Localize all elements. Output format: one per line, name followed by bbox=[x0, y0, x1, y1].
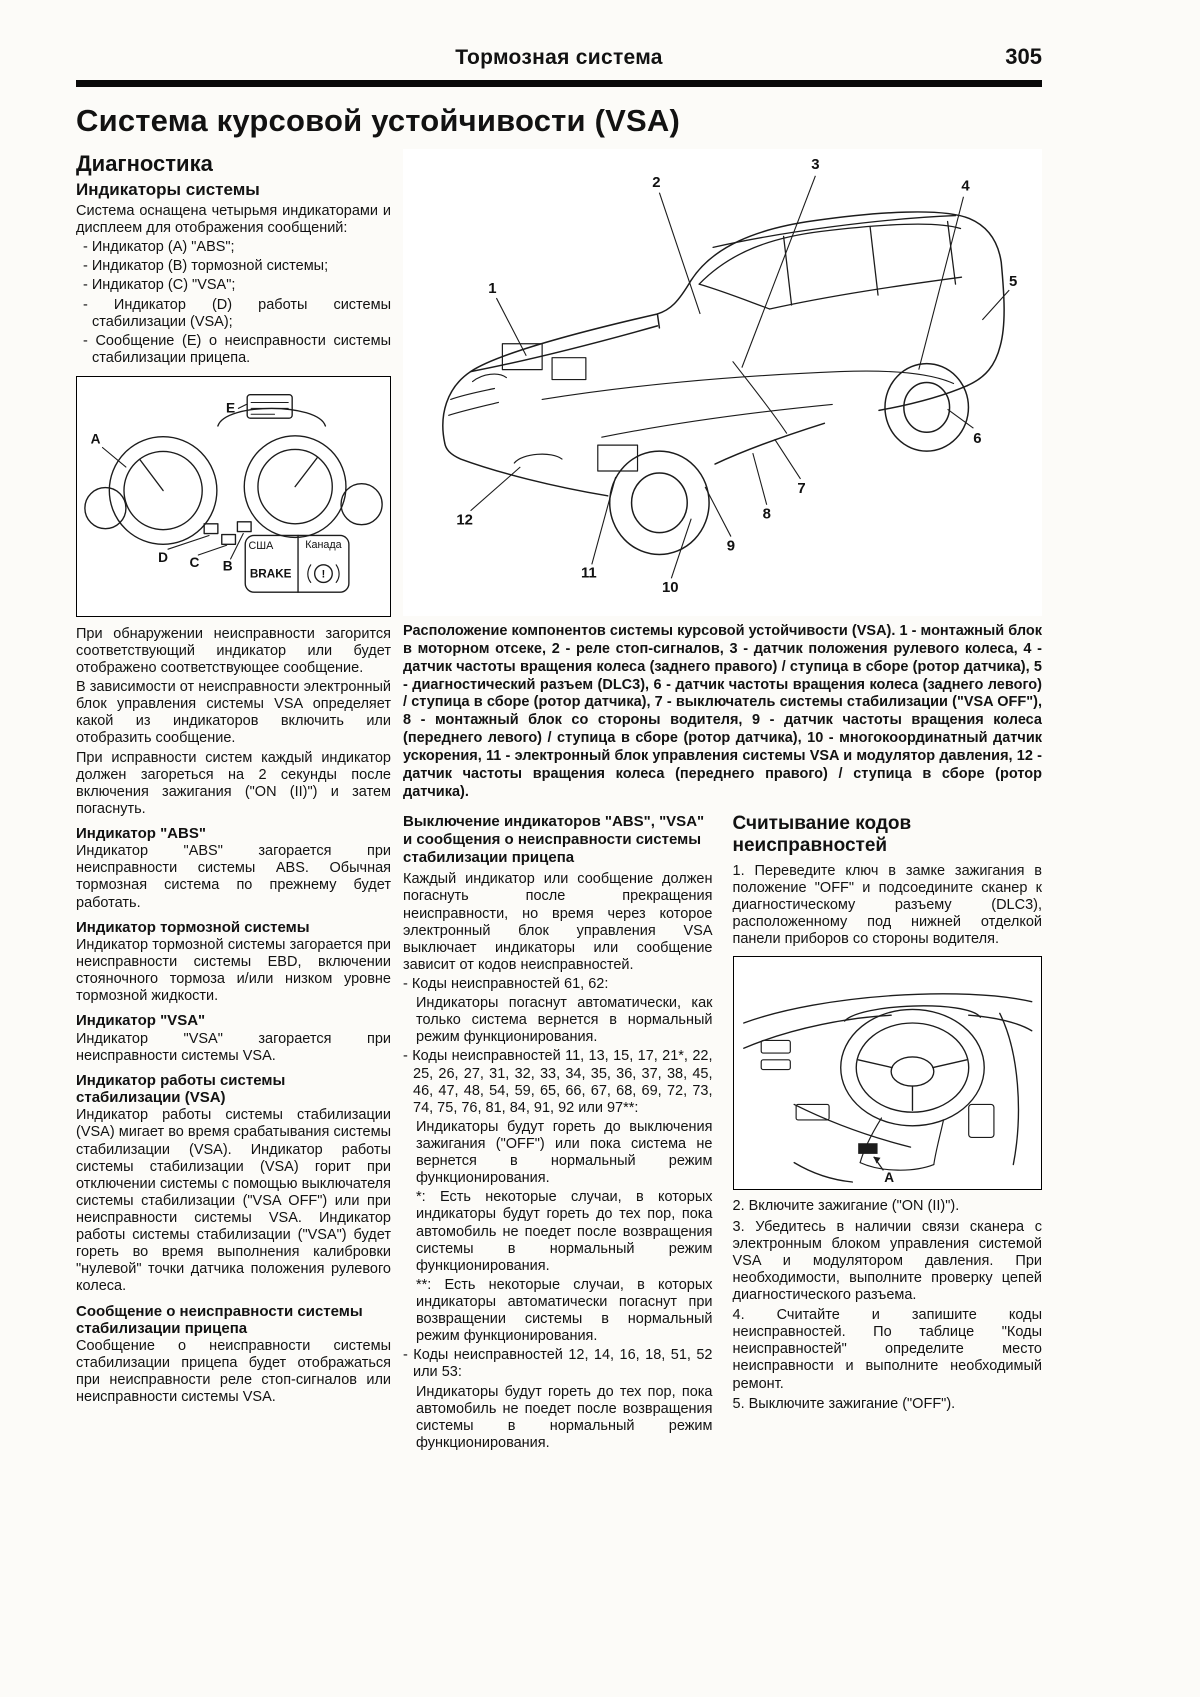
left-gauge bbox=[109, 437, 217, 545]
right-region bbox=[403, 149, 1042, 1454]
page-content bbox=[76, 149, 1042, 1454]
diagnostics-heading: Диагностика bbox=[76, 151, 213, 176]
footnote: *: Есть некоторые случаи, в которых индикаторы будут гореть до тех пор, пока автомобиль не поедет после возвращения системы в нормальный режим функционирования. bbox=[416, 1189, 713, 1274]
callout-number: 6 bbox=[973, 431, 982, 448]
right-gauge bbox=[244, 436, 346, 538]
page-number: 305 bbox=[1005, 44, 1042, 69]
dlc3-location-figure bbox=[733, 956, 1043, 1191]
cluster-label-d: D bbox=[158, 549, 169, 565]
section-body: Индикатор работы системы стабилизации (VSA) мигает во время срабатывания системы стабилизации (VSA). Индикатор работы системы стабилизации (VSA) горит при отключении системы с помощью выключателя системы стабилизации ("VSA OFF") или при неисправности системы VSA. Индикатор работы системы стабилизации ("VSA") будет гореть во время выполнения калибровки "нулевой" точки датчика положения рулевого колеса. bbox=[76, 1107, 391, 1295]
lower-columns bbox=[403, 813, 1042, 1454]
section-title: Индикатор работы системы стабилизации (VSA) bbox=[76, 1071, 286, 1107]
small-gauge-right bbox=[341, 484, 382, 525]
page-header bbox=[76, 46, 1042, 87]
code-reading-column bbox=[733, 813, 1043, 1454]
front-detail bbox=[449, 374, 562, 463]
cluster-label-c: C bbox=[189, 554, 200, 570]
callout-number: 2 bbox=[652, 174, 661, 191]
code-list-head: - Коды неисправностей 61, 62: bbox=[403, 976, 609, 992]
vents-and-panels bbox=[761, 1040, 994, 1137]
paragraph: Каждый индикатор или сообщение должен погаснуть после прекращения неисправности, но время через которое электронный блок управления VSA выключает индикаторы или сообщение зависит от кодов неисправностей. bbox=[403, 871, 713, 973]
instrument-cluster-drawing bbox=[79, 381, 388, 612]
callout-number: 10 bbox=[662, 580, 679, 597]
callout-number: 3 bbox=[811, 156, 820, 173]
car-body-outline bbox=[443, 212, 1004, 496]
dashboard-outline bbox=[743, 993, 1031, 1181]
section-body: Индикатор "ABS" загорается при неисправности системы ABS. Обычная тормозная система по прежнему будет работать. bbox=[76, 843, 391, 911]
step: 1. Переведите ключ в замке зажигания в положение "OFF" и подсоедините сканер к диагностическому разъему (DLC3), расположенному под нижней отделкой панели приборов со стороны водителя. bbox=[732, 863, 1042, 948]
harness-lines bbox=[542, 362, 953, 438]
callout-number: 5 bbox=[1009, 274, 1018, 291]
small-gauge-left bbox=[85, 488, 126, 529]
code-list-head: - Коды неисправностей 11, 13, 15, 17, 21*, 22, 25, 26, 27, 31, 32, 33, 34, 35, 36, 37, 38, 45, 46, 47, 48, 54, 59, 65, 66, 67, 68, 69, 72, 73, 74, 75, 76, 81, 84, 91, 92 или 97**: bbox=[403, 1048, 713, 1116]
section-body: Индикатор тормозной системы загорается при неисправности системы EBD, включении стояночного тормоза и/или низком уровне тормозной жидкости. bbox=[76, 936, 391, 1005]
section-heading: Считывание кодов неисправностей bbox=[732, 813, 912, 857]
intro-paragraph: Система оснащена четырьмя индикаторами и дисплеем для отображения сообщений: bbox=[76, 203, 391, 237]
paragraph: В зависимости от неисправности электронный блок управления системы VSA определяет какой из индикаторов включить или отобразить сообщение. bbox=[76, 679, 391, 747]
callout-number: 12 bbox=[456, 512, 473, 529]
section-body: Индикатор "VSA" загорается при неисправности системы VSA. bbox=[76, 1030, 391, 1064]
system-indicators-subheading: Индикаторы системы bbox=[76, 180, 260, 199]
header-rule bbox=[76, 80, 1042, 87]
step: 2. Включите зажигание ("ON (II)"). bbox=[732, 1198, 960, 1215]
front-wheel bbox=[610, 451, 709, 554]
callout-number: 11 bbox=[580, 565, 597, 582]
vsa-components-figure bbox=[403, 149, 1042, 616]
step: 4. Считайте и запишите коды неисправностей. По таблице "Коды неисправностей" определите место неисправности и выполните необходимый ремонт. bbox=[732, 1307, 1042, 1392]
section-title: Индикатор "VSA" bbox=[76, 1012, 206, 1030]
list-item: - Сообщение (E) о неисправности системы стабилизации прицепа. bbox=[83, 332, 391, 366]
callout-number: 1 bbox=[488, 281, 497, 298]
list-item: - Индикатор (B) тормозной системы; bbox=[83, 258, 329, 275]
section-title: Сообщение о неисправности системы стабилизации прицепа bbox=[76, 1302, 363, 1337]
figure-label-a: A bbox=[883, 1169, 894, 1185]
brake-warning-icon: ! bbox=[321, 568, 326, 581]
steering-wheel bbox=[840, 1009, 984, 1125]
indicator-list bbox=[76, 239, 391, 367]
page-title: Система курсовой устойчивости (VSA) bbox=[76, 103, 680, 138]
diagnostics-column bbox=[76, 149, 391, 1408]
list-item: - Индикатор (D) работы системы стабилизации (VSA); bbox=[83, 296, 391, 330]
list-item: - Индикатор (C) "VSA"; bbox=[83, 277, 236, 294]
paragraph: При обнаружении неисправности загорится соответствующий индикатор или будет отображено соответствующее сообщение. bbox=[76, 625, 391, 676]
brake-lamp-label: BRAKE bbox=[249, 567, 292, 581]
callout-number: 7 bbox=[797, 480, 806, 497]
step: 5. Выключите зажигание ("OFF"). bbox=[732, 1395, 956, 1412]
section-body: Сообщение о неисправности системы стабилизации прицепа будет отображаться при неисправности реле стоп-сигналов или неисправности системы VSA. bbox=[76, 1338, 391, 1406]
footnote: **: Есть некоторые случаи, в которых индикаторы автоматически погаснут при возвращении системы в нормальный режим функционирования. bbox=[416, 1276, 713, 1345]
step: 3. Убедитесь в наличии связи сканера с электронным блоком управления системой VSA и модулятором давления. При необходимости, выполните проверку цепей диагностического разъема. bbox=[732, 1218, 1042, 1303]
callout-number: 9 bbox=[726, 538, 736, 555]
callout-number: 8 bbox=[762, 506, 771, 523]
section-title: Индикатор "ABS" bbox=[76, 824, 206, 842]
car-windows bbox=[699, 216, 961, 309]
instrument-cluster-figure bbox=[76, 376, 391, 617]
running-head-title: Тормозная система bbox=[455, 46, 663, 69]
figure-caption: Расположение компонентов системы курсовой устойчивости (VSA). 1 - монтажный блок в моторном отсеке, 2 - реле стоп-сигналов, 3 - датчик положения рулевого колеса, 4 - датчик частоты вращения колеса (заднего правого) / ступица в сборе (ротор датчика), 5 - диагностический разъем (DLC3), 6 - датчик частоты вращения колеса (заднего левого) / ступица в сборе (ротор датчика), 7 - выключатель системы стабилизации ("VSA OFF"), 8 - монтажный блок со стороны водителя, 9 - датчик частоты вращения колеса (переднего левого) / ступица в сборе (ротор датчика), 10 - многокоординатный датчик ускорения, 11 - электронный блок управления системы VSA и модулятор давления, 12 - датчик частоты вращения колеса (переднего правого) / ступица в сборе (ротор датчика). bbox=[403, 623, 1042, 800]
vsa-components-drawing bbox=[403, 149, 1042, 616]
callout-leader-lines bbox=[102, 404, 246, 558]
code-list-body: Индикаторы погаснут автоматически, как только система вернется в нормальный режим функционирования. bbox=[416, 995, 713, 1046]
dlc3-connector bbox=[858, 1143, 877, 1154]
indicator-shutoff-column bbox=[403, 813, 713, 1454]
callout-number: 4 bbox=[961, 178, 970, 195]
section-heading: Выключение индикаторов "ABS", "VSA" и сообщения о неисправности системы стабилизации прицепа bbox=[403, 813, 705, 867]
usa-label: США bbox=[248, 540, 274, 553]
warning-indicator-lamps bbox=[204, 522, 251, 544]
cluster-label-b: B bbox=[222, 558, 233, 574]
dlc3-location-drawing bbox=[736, 959, 1040, 1188]
list-item: - Индикатор (A) "ABS"; bbox=[83, 239, 235, 256]
canada-label: Канада bbox=[305, 539, 342, 552]
code-list-body: Индикаторы будут гореть до тех пор, пока автомобиль не поедет после возвращения системы в нормальный режим функционирования. bbox=[416, 1383, 713, 1451]
paragraph: При исправности систем каждый индикатор должен загореться на 2 секунды после включения зажигания ("ON (II)") и затем погаснуть. bbox=[76, 749, 391, 817]
running-head-row bbox=[76, 46, 1042, 76]
code-list-body: Индикаторы будут гореть до выключения зажигания ("OFF") или пока система не вернется в нормальный режим функционирования. bbox=[416, 1118, 713, 1187]
component-blocks bbox=[502, 344, 637, 471]
cluster-label-a: A bbox=[90, 431, 101, 447]
cluster-label-e: E bbox=[226, 400, 236, 416]
code-list-head: - Коды неисправностей 12, 14, 16, 18, 51, 52 или 53: bbox=[403, 1347, 713, 1381]
section-title: Индикатор тормозной системы bbox=[76, 918, 310, 936]
